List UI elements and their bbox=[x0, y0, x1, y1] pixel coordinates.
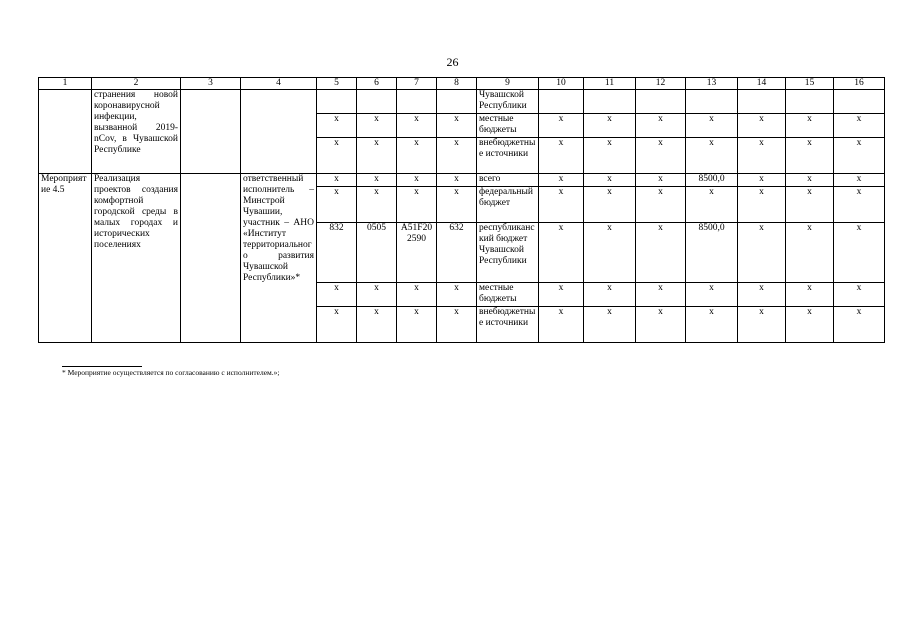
table-cell: x bbox=[437, 174, 477, 187]
table-cell bbox=[317, 90, 357, 114]
table-cell: x bbox=[834, 114, 885, 138]
table-cell: x bbox=[738, 187, 786, 223]
table-cell: x bbox=[738, 283, 786, 307]
table-cell: x bbox=[584, 114, 636, 138]
table-cell: x bbox=[738, 114, 786, 138]
table-cell: x bbox=[636, 187, 686, 223]
table-cell: x bbox=[397, 187, 437, 223]
funding-source: внебюджетные источники bbox=[477, 138, 539, 174]
table-cell: x bbox=[397, 114, 437, 138]
header-cell: 7 bbox=[397, 78, 437, 90]
budget-table bbox=[38, 77, 885, 343]
table-cell: x bbox=[786, 138, 834, 174]
table-cell: x bbox=[636, 307, 686, 343]
table-cell bbox=[397, 90, 437, 114]
table-cell: 632 bbox=[437, 223, 477, 283]
table-cell: 8500,0 bbox=[686, 174, 738, 187]
activity-description: Реализация проектов создания комфортной городской среды в малых городах и исторических поселениях bbox=[92, 174, 181, 343]
table-cell: x bbox=[539, 307, 584, 343]
table-cell: x bbox=[539, 174, 584, 187]
table-cell: x bbox=[437, 187, 477, 223]
header-row bbox=[39, 78, 885, 90]
table-cell bbox=[834, 90, 885, 114]
table-cell: x bbox=[738, 223, 786, 283]
table-cell bbox=[786, 90, 834, 114]
header-cell: 3 bbox=[181, 78, 241, 90]
activity-description: странения новой коронавирусной инфекции, вызванной 2019-nCov, в Чувашской Республике bbox=[92, 90, 181, 174]
header-cell: 14 bbox=[738, 78, 786, 90]
table-cell: x bbox=[786, 283, 834, 307]
table-cell: x bbox=[357, 283, 397, 307]
table-cell: x bbox=[686, 114, 738, 138]
table-cell: x bbox=[686, 138, 738, 174]
table-cell bbox=[636, 90, 686, 114]
table-cell: x bbox=[584, 283, 636, 307]
header-cell: 16 bbox=[834, 78, 885, 90]
table-cell: x bbox=[834, 223, 885, 283]
header-cell: 2 bbox=[92, 78, 181, 90]
table-cell: x bbox=[686, 283, 738, 307]
header-cell: 6 bbox=[357, 78, 397, 90]
table-cell: x bbox=[437, 114, 477, 138]
header-cell: 13 bbox=[686, 78, 738, 90]
table-cell bbox=[39, 90, 92, 174]
header-cell: 4 bbox=[241, 78, 317, 90]
table-cell bbox=[357, 90, 397, 114]
responsible-executor: ответственный исполнитель – Минстрой Чувашии, участник – АНО «Институт территориального развития Чувашской Республики»* bbox=[241, 174, 317, 343]
table-cell: x bbox=[317, 187, 357, 223]
funding-source: республиканский бюджет Чувашской Республики bbox=[477, 223, 539, 283]
table-cell: x bbox=[437, 307, 477, 343]
table-cell: x bbox=[357, 114, 397, 138]
table-cell: x bbox=[397, 283, 437, 307]
footnote: * Мероприятие осуществляется по согласованию с исполнителем.»; bbox=[62, 368, 280, 377]
table-cell: 8500,0 bbox=[686, 223, 738, 283]
table-cell: x bbox=[786, 307, 834, 343]
table-row bbox=[39, 174, 885, 187]
table-cell: x bbox=[786, 223, 834, 283]
funding-source: местные бюджеты bbox=[477, 283, 539, 307]
table-cell: x bbox=[584, 138, 636, 174]
table-cell: x bbox=[636, 223, 686, 283]
table-cell: x bbox=[397, 307, 437, 343]
table-cell: x bbox=[317, 283, 357, 307]
table-cell: x bbox=[357, 187, 397, 223]
footnote-divider bbox=[62, 366, 142, 367]
table-cell: x bbox=[686, 307, 738, 343]
table-cell: x bbox=[539, 223, 584, 283]
table-cell: x bbox=[786, 187, 834, 223]
table-cell: 0505 bbox=[357, 223, 397, 283]
table-cell: x bbox=[834, 187, 885, 223]
table-cell bbox=[437, 90, 477, 114]
table-cell: x bbox=[636, 283, 686, 307]
table-cell: x bbox=[357, 174, 397, 187]
table-cell: x bbox=[539, 187, 584, 223]
table-cell: x bbox=[636, 174, 686, 187]
table-cell: x bbox=[317, 138, 357, 174]
table-cell: x bbox=[686, 187, 738, 223]
table-cell bbox=[241, 90, 317, 174]
table-cell: x bbox=[584, 187, 636, 223]
table-cell: x bbox=[539, 283, 584, 307]
table-cell: x bbox=[786, 114, 834, 138]
header-cell: 11 bbox=[584, 78, 636, 90]
table-cell: x bbox=[738, 174, 786, 187]
header-cell: 10 bbox=[539, 78, 584, 90]
funding-source: местные бюджеты bbox=[477, 114, 539, 138]
table-cell: x bbox=[397, 174, 437, 187]
header-cell: 15 bbox=[786, 78, 834, 90]
table-cell: x bbox=[636, 114, 686, 138]
table-cell: x bbox=[584, 174, 636, 187]
table-cell: x bbox=[834, 307, 885, 343]
table-cell: x bbox=[584, 307, 636, 343]
table-cell: A51F20 2590 bbox=[397, 223, 437, 283]
table-cell: x bbox=[317, 114, 357, 138]
header-cell: 12 bbox=[636, 78, 686, 90]
table-cell: 832 bbox=[317, 223, 357, 283]
table-cell: x bbox=[636, 138, 686, 174]
page-number: 26 bbox=[446, 55, 459, 69]
table-cell: x bbox=[584, 223, 636, 283]
table-cell bbox=[181, 90, 241, 174]
table-row bbox=[39, 90, 885, 114]
table-cell: x bbox=[437, 138, 477, 174]
activity-number: Мероприятие 4.5 bbox=[39, 174, 92, 343]
header-cell: 5 bbox=[317, 78, 357, 90]
header-cell: 9 bbox=[477, 78, 539, 90]
table-cell bbox=[539, 90, 584, 114]
table-cell: x bbox=[397, 138, 437, 174]
table-cell: x bbox=[786, 174, 834, 187]
table-cell: x bbox=[317, 174, 357, 187]
funding-source: внебюджетные источники bbox=[477, 307, 539, 343]
table-cell: x bbox=[539, 138, 584, 174]
table-cell bbox=[181, 174, 241, 343]
table-cell: x bbox=[738, 307, 786, 343]
table-cell bbox=[686, 90, 738, 114]
table-cell: x bbox=[834, 174, 885, 187]
funding-source: федеральный бюджет bbox=[477, 187, 539, 223]
table-cell: x bbox=[834, 283, 885, 307]
header-cell: 8 bbox=[437, 78, 477, 90]
table-cell: x bbox=[317, 307, 357, 343]
funding-source: Чувашской Республики bbox=[477, 90, 539, 114]
table-cell: x bbox=[738, 138, 786, 174]
table-cell bbox=[738, 90, 786, 114]
header-cell: 1 bbox=[39, 78, 92, 90]
funding-source: всего bbox=[477, 174, 539, 187]
table-cell bbox=[584, 90, 636, 114]
table-cell: x bbox=[834, 138, 885, 174]
table-cell: x bbox=[357, 307, 397, 343]
table-cell: x bbox=[437, 283, 477, 307]
table-cell: x bbox=[539, 114, 584, 138]
table-cell: x bbox=[357, 138, 397, 174]
